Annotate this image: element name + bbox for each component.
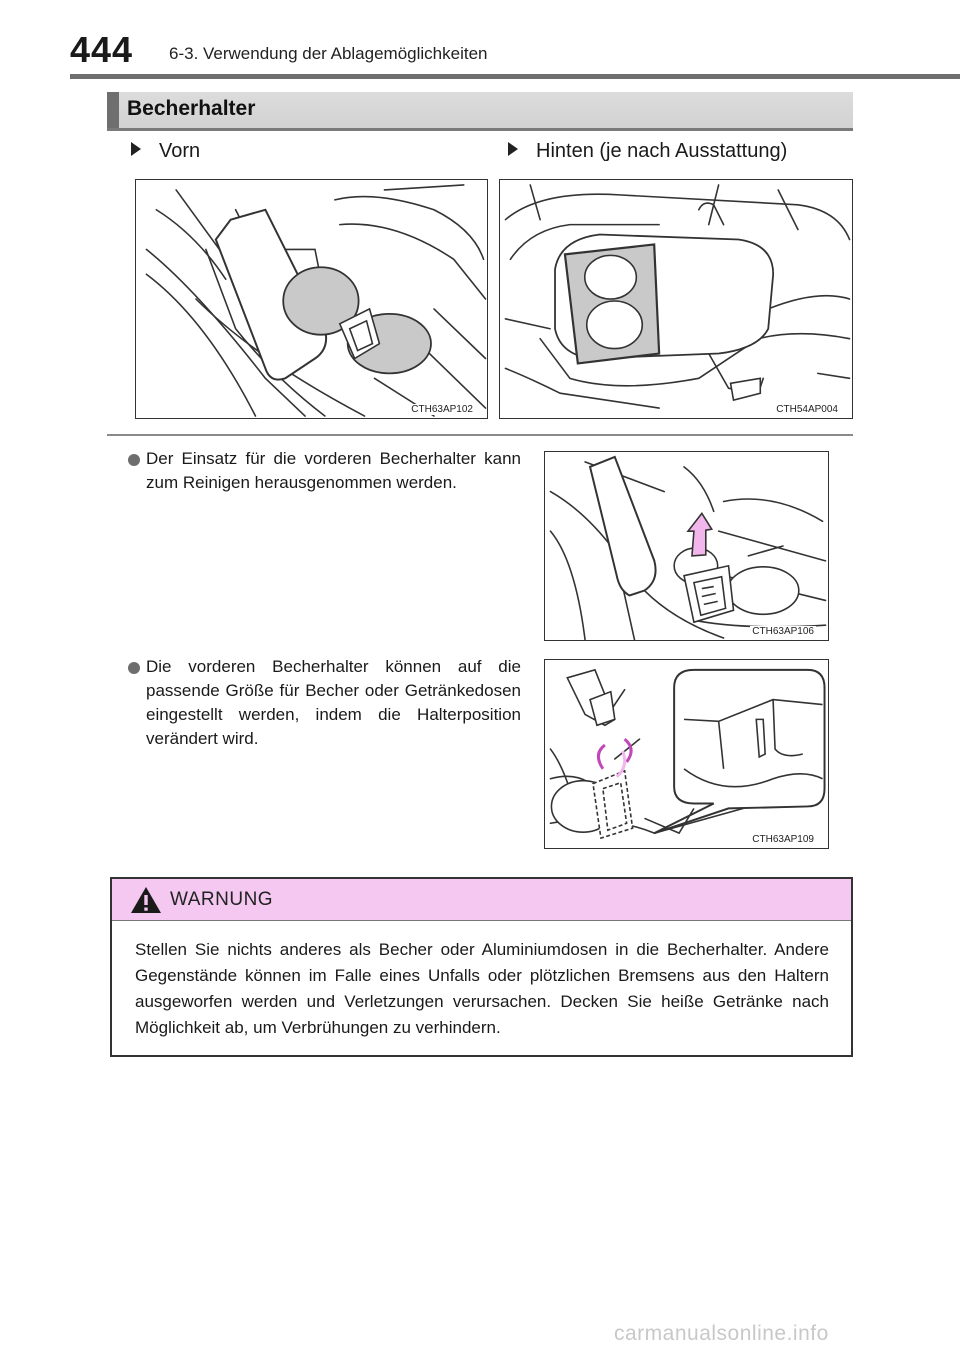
triangle-bullet-icon <box>131 142 141 156</box>
figure-size-adjust <box>544 659 829 849</box>
subheading-rear <box>508 138 787 164</box>
bullet-text-1: Der Einsatz für die vorderen Becherhalter kann zum Reinigen herausgenommen werden. <box>146 449 521 492</box>
warning-body: Stellen Sie nichts anderes als Becher oder Aluminiumdosen in die Becherhalter. Andere Gegenstände können im Falle eines Unfalls oder plötzlichen Bremsens aus den Haltern ausgeworfen werden und Verletzungen verursachen. Decken Sie heiße Getränke nach Möglichkeit ab, um Verbrühungen zu verhindern. <box>135 940 829 1037</box>
section-divider <box>107 434 853 436</box>
site-watermark: carmanualsonline.info <box>614 1322 829 1345</box>
bullet-text-insert-removal <box>128 447 521 495</box>
rotate-arrow-icon <box>598 745 604 769</box>
subheading-front <box>131 138 200 164</box>
page-number: 444 <box>70 29 134 70</box>
warning-label: WARNUNG <box>170 889 274 910</box>
section-title: Becherhalter <box>127 97 256 120</box>
rear-cupholder-illustration <box>500 180 852 418</box>
figure-insert-removal <box>544 451 829 641</box>
figure-code: CTH63AP109 <box>752 834 814 845</box>
page-header <box>70 30 870 70</box>
subheading-rear-label: Hinten (je nach Ausstattung) <box>536 140 788 162</box>
chapter-title: 6-3. Verwendung der Ablagemöglichkeiten <box>169 44 488 63</box>
subheading-front-label: Vorn <box>159 140 201 162</box>
figure-front-cupholder <box>135 179 488 419</box>
front-cupholder-illustration <box>136 180 487 418</box>
bullet-text-2: Die vorderen Becherhalter können auf die passende Größe für Becher oder Getränkedosen eingestellt werden, indem die Halterposition verändert wird. <box>146 657 521 748</box>
figure-code: CTH54AP004 <box>776 404 838 415</box>
header-rule <box>70 74 960 79</box>
insert-removal-illustration <box>545 452 828 640</box>
section-heading-bar <box>107 92 853 131</box>
size-adjust-illustration <box>545 660 828 848</box>
section-tab <box>107 92 119 128</box>
warning-header <box>112 879 851 921</box>
warning-box <box>110 877 853 1057</box>
triangle-bullet-icon <box>508 142 518 156</box>
figure-code: CTH63AP106 <box>752 626 814 637</box>
figure-rear-cupholder <box>499 179 853 419</box>
warning-triangle-icon <box>129 885 163 915</box>
bullet-text-size-adjust <box>128 655 521 751</box>
figure-code: CTH63AP102 <box>411 404 473 415</box>
